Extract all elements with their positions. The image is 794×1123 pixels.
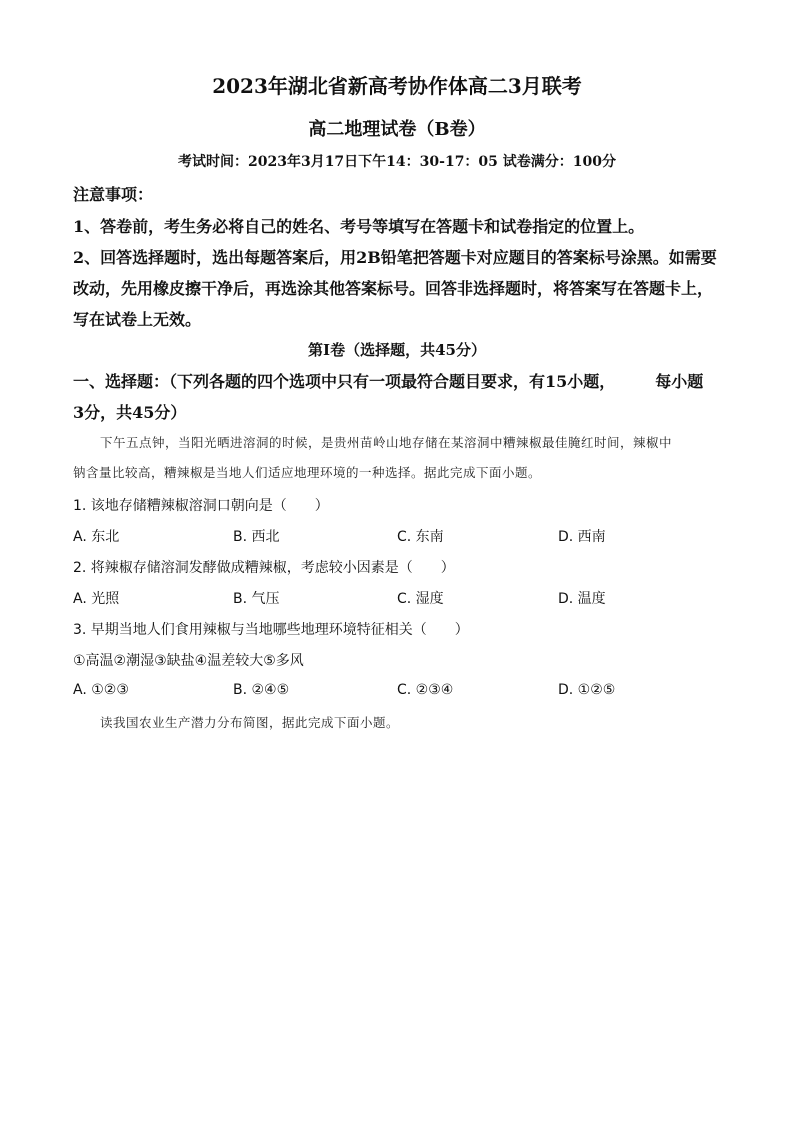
option-c: C. ②③④ [397,682,454,698]
notes-item-2-line1: 2、回答选择题时，选出每题答案后，用2B铅笔把答题卡对应题目的答案标号涂黑。如需要 [73,248,717,267]
option-a: A. ①②③ [73,682,129,698]
notes-item-2-line3: 写在试卷上无效。 [73,310,202,329]
section-instruction-line1: 一、选择题：（下列各题的四个选项中只有一项最符合题目要求，有15小题， 每小题 [73,372,704,391]
option-a: A. 光照 [73,591,120,607]
option-d: D. 温度 [558,591,606,607]
option-c: C. 湿度 [397,591,444,607]
exam-subtitle: 高二地理试卷（B卷） [308,119,486,140]
question-3-stem: 3. 早期当地人们食用辣椒与当地哪些地理环境特征相关（ ） [73,622,469,638]
passage1-line1: 下午五点钟，当阳光晒进溶洞的时候，是贵州苗岭山地存储在某溶洞中糟辣椒最佳腌红时间，辣椒中 [100,435,673,450]
passage2-line1: 读我国农业生产潜力分布简图，据此完成下面小题。 [100,715,400,730]
notes-heading: 注意事项： [73,185,154,204]
option-a: A. 东北 [73,529,120,545]
exam-info: 考试时间：2023年3月17日下午14：30-17：05 试卷满分：100分 [177,154,617,170]
question-1-stem: 1. 该地存储糟辣椒溶洞口朝向是（ ） [73,498,329,514]
notes-item-2-line2: 改动，先用橡皮擦干净后，再选涂其他答案标号。回答非选择题时，将答案写在答题卡上， [73,279,714,298]
passage1-line2: 钠含量比较高，糟辣椒是当地人们适应地理环境的一种选择。据此完成下面小题。 [73,465,542,480]
option-b: B. 气压 [233,591,280,607]
section-instruction-line2: 3分，共45分） [73,403,187,422]
notes-item-1: 1、答卷前，考生务必将自己的姓名、考号等填写在答题卡和试卷指定的位置上。 [73,217,645,236]
section-heading: 第Ⅰ卷（选择题，共45分） [308,341,486,359]
option-b: B. ②④⑤ [233,682,290,698]
option-d: D. ①②⑤ [558,682,616,698]
option-c: C. 东南 [397,529,444,545]
option-b: B. 西北 [233,529,280,545]
exam-title: 2023年湖北省新高考协作体高二3月联考 [212,74,582,98]
option-d: D. 西南 [558,529,606,545]
question-2-stem: 2. 将辣椒存储溶洞发酵做成糟辣椒，考虑较小因素是（ ） [73,560,455,576]
question-3-statements: ①高温②潮湿③缺盐④温差较大⑤多风 [73,653,304,669]
